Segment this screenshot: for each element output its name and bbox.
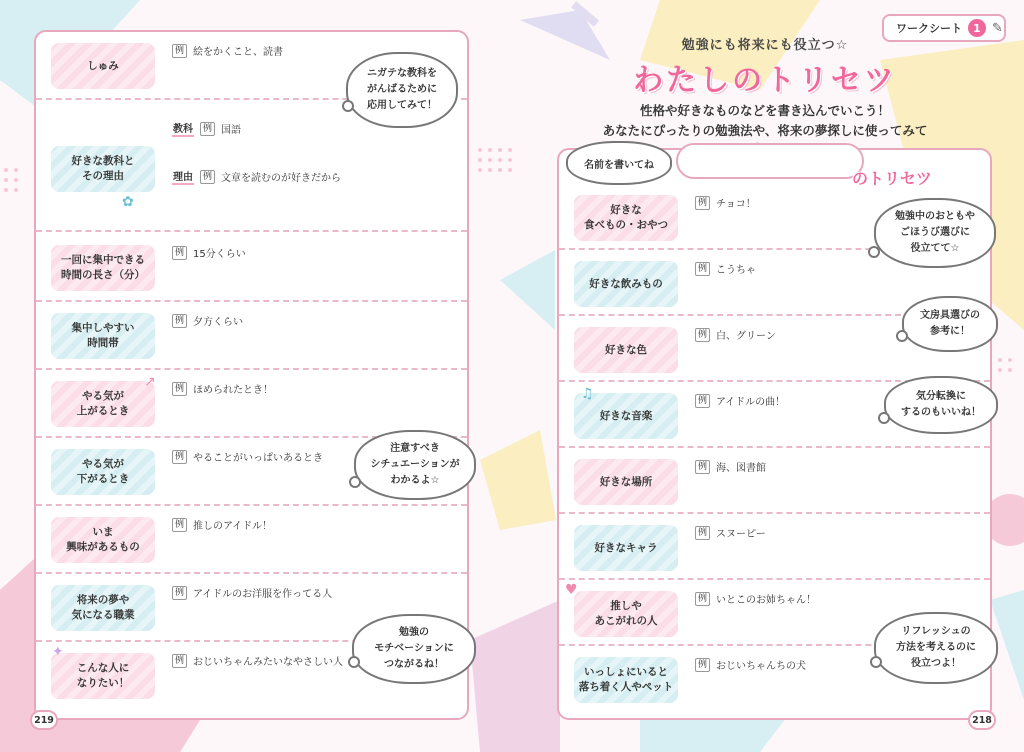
row-label: 好きな場所 [574,459,678,505]
bubble-line: 勉強の [399,627,429,638]
tip-bubble-food [874,198,996,268]
heart-icon: ♥ [565,582,578,598]
tip-bubble-color [902,296,998,352]
bubble-line: 気分転換に [916,391,966,402]
row-label: しゅみ [51,43,155,89]
example-mark: 例 [200,122,215,136]
bubble-line: 方法を考えるのに [896,642,976,653]
bubble-line: つながるね！ [384,659,444,670]
row-label [574,657,678,703]
tip-bubble-subject [346,52,458,128]
row-label-line: 時間帯 [87,337,119,349]
example-text: 海、図書館 [716,463,767,474]
row-example [695,459,766,474]
row-label-line: やる気が [82,390,124,402]
torisetsu-label: のトリセツ [852,169,932,188]
row-example [695,657,806,672]
row-label-line: 好きな [610,204,642,216]
row-label-line: 時間の長さ（分） [61,269,145,281]
example-text: アイドルの曲！ [716,397,786,408]
example-mark: 例 [172,382,187,396]
row-label-line: 落ち着く人やペット [578,681,674,693]
row-label-line: 好きな教科と [71,155,135,167]
example-mark: 例 [695,526,710,540]
page-header [600,34,930,157]
tip-bubble-music [884,376,998,434]
row-label [51,585,155,631]
row-label-line: 集中しやすい [71,322,135,334]
example-mark: 例 [172,654,187,668]
example-text: やることがいっぱいあるとき [193,453,324,464]
page-description-1: 性格や好きなものなどを書き込んでいこう！ [639,103,890,118]
bubble-line: ごほうび選びに [900,227,970,238]
bubble-line: 役立てて☆ [910,243,960,254]
row-example [695,525,766,540]
row-label [51,653,155,699]
row-label: 好きな飲みもの [574,261,678,307]
row-label-line: いっしょにいると [584,666,668,678]
row-label-line: 食べもの・おやつ [584,219,668,231]
row-label-line: こんな人に [76,662,130,674]
row-label [51,313,155,359]
row-label: 好きなキャラ [574,525,678,571]
example-text: 文章を読むのが好きだから [221,173,342,184]
row-focus-duration [36,234,467,302]
example-text: アイドルのお洋服を作ってる人 [193,589,333,600]
example-text: 白、グリーン [716,331,776,342]
row-label [51,517,155,563]
example-mark: 例 [695,658,710,672]
row-label [51,146,155,192]
row-example [172,313,243,328]
row-example [695,195,756,210]
page-number-right: 218 [968,710,996,730]
example-mark: 例 [695,262,710,276]
tip-bubble-comfort [874,612,998,684]
example-mark: 例 [172,246,187,260]
row-example [695,591,816,606]
row-example [172,43,283,58]
example-mark: 例 [172,586,187,600]
row-label-line: 興味があるもの [66,541,140,553]
name-prompt-cloud: 名前を書いてね [566,141,672,185]
bubble-line: モチベーションに [374,643,454,654]
row-label-line: 気になる職業 [71,609,135,621]
page-number-left: 219 [30,710,58,730]
name-input-field[interactable] [676,143,864,179]
example-mark: 例 [695,196,710,210]
row-example [695,393,785,408]
row-label-line: やる気が [82,458,124,470]
row-label [51,381,155,427]
row-example [172,381,273,396]
example-text: おじいちゃんちの犬 [716,661,807,672]
row-label-line: 推しや [610,600,642,612]
bubble-line: 注意すべき [390,443,440,454]
bubble-line: 参考に！ [930,326,970,337]
example-mark: 例 [172,44,187,58]
row-focus-time [36,302,467,370]
bubble-line: シチュエーションが [370,459,460,470]
example-text: おじいちゃんみたいなやさしい人 [193,657,344,668]
bubble-line: わかるよ☆ [390,475,440,486]
row-label [51,245,155,291]
tip-bubble-situation [354,430,476,500]
arrow-up-icon: ↗ [144,374,156,390]
row-label-line: 下がるとき [76,473,130,485]
example-mark: 例 [200,170,215,184]
row-label: 好きな音楽 [574,393,678,439]
row-favorite-character [559,514,990,580]
bubble-line: 役立つよ！ [911,658,961,669]
row-motivation-up [36,370,467,438]
reason-tag: 理由 [172,168,194,185]
worksheet-number: 1 [968,19,986,37]
row-label-line: 一回に集中できる [61,254,145,266]
example-mark: 例 [695,460,710,474]
example-mark: 例 [695,394,710,408]
example-mark: 例 [695,592,710,606]
row-example [172,449,323,464]
page-title: わたしのトリセツ [633,63,897,98]
row-label-line: いま [92,526,114,538]
example-text: いとこのお姉ちゃん！ [716,595,817,606]
music-note-icon: ♫ [581,386,594,402]
row-label [574,591,678,637]
bubble-line: ニガテな教科を [367,68,437,79]
row-label-line: あこがれの人 [594,615,658,627]
row-example [695,327,776,342]
bubble-line: 勉強中のおともや [895,211,975,222]
bubble-line: がんばるために [367,84,437,95]
pencil-icon: ✎ [992,20,1003,36]
row-favorite-place [559,448,990,514]
worksheet-label: ワークシート [896,22,962,35]
example-text: チョコ！ [716,199,756,210]
page-subtitle: 勉強にも将来にも役立つ☆ [681,38,849,53]
example-text: 絵をかくこと、読書 [193,47,284,58]
row-label [51,449,155,495]
bubble-line: 文房具選びの [920,310,980,321]
row-label-line: 上がるとき [76,405,130,417]
row-label [574,195,678,241]
row-example [172,585,332,600]
example-text: ほめられたとき！ [193,385,274,396]
example-text: こうちゃ [716,265,757,276]
example-mark: 例 [695,328,710,342]
subject-tag: 教科 [172,120,194,137]
bubble-line: 応用してみて！ [367,100,437,111]
row-label-line: その理由 [82,170,124,182]
bubble-line: するのもいいね！ [901,407,981,418]
example-text: 推しのアイドル！ [193,521,273,532]
example-mark: 例 [172,450,187,464]
example-mark: 例 [172,518,187,532]
row-label-line: 将来の夢や [76,594,130,606]
example-text: スヌーピー [716,529,766,540]
example-text: 国語 [221,125,242,136]
reason-example [172,168,341,185]
row-example [172,653,343,668]
row-label-line: なりたい！ [76,677,130,689]
row-label: 好きな色 [574,327,678,373]
row-example [172,517,272,532]
row-example [172,245,246,260]
bubble-line: リフレッシュの [901,626,971,637]
subject-example [172,120,241,137]
example-text: 15分くらい [193,249,246,260]
row-example [695,261,756,276]
flower-icon: ✿ [122,194,134,210]
page-description-2: あなたにぴったりの勉強法や、将来の夢探しに使ってみて [602,123,928,138]
sparkle-icon: ✦ [52,644,64,660]
tip-bubble-motivation [352,614,476,684]
row-interests [36,506,467,574]
example-mark: 例 [172,314,187,328]
example-text: 夕方くらい [193,317,244,328]
